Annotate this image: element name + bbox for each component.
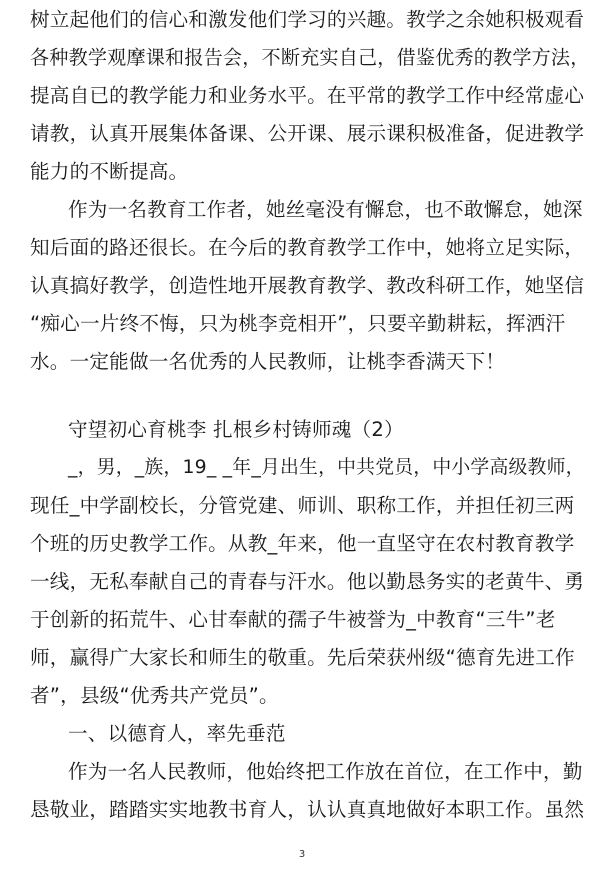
paragraph-line: “痴心一片终不悔，只为桃李竞相开”，只要辛勤耕耘，挥洒汗 [30, 312, 566, 335]
paragraph-line: 作为一名教育工作者，她丝毫没有懈怠，也不敢懈怠，她深 [68, 198, 583, 221]
paragraph-line: 作为一名人民教师，他始终把工作放在首位，在工作中，勤 [68, 760, 583, 783]
paragraph-line: 认真搞好教学，创造性地开展教育教学、教改科研工作，她坚信 [30, 274, 585, 297]
paragraph-line: 水。一定能做一名优秀的人民教师，让桃李香满天下！ [30, 350, 506, 373]
paragraph-line: 提高自已的教学能力和业务水平。在平常的教学工作中经常虚心 [30, 84, 585, 107]
paragraph-line: 于创新的拓荒牛、心甘奉献的孺子牛被誉为_中教育“三牛”老 [30, 608, 556, 631]
page-number: 3 [298, 849, 306, 860]
paragraph-line: 师，赢得广大家长和师生的敬重。先后荣获州级“德育先进工作 [30, 646, 575, 669]
paragraph-line: 个班的历史教学工作。从教_年来，他一直坚守在农村教育教学 [30, 532, 575, 555]
paragraph-line: 各种教学观摩课和报告会，不断充实自己，借鉴优秀的教学方法， [30, 46, 590, 69]
section-heading: 一、以德育人，率先垂范 [68, 722, 286, 745]
paragraph-line: 能力的不断提高。 [30, 160, 189, 183]
paragraph-line: 一线，无私奉献自己的青春与汗水。他以勤恳务实的老黄牛、勇 [30, 570, 585, 593]
paragraph-line: 现任_中学副校长，分管党建、师训、职称工作，并担任初三两 [30, 494, 575, 517]
paragraph-line: 知后面的路还很长。在今后的教育教学工作中，她将立足实际， [30, 236, 585, 259]
paragraph-line: 树立起他们的信心和激发他们学习的兴趣。教学之余她积极观看 [30, 8, 585, 31]
paragraph-line: _，男，_族，19_ _年_月出生，中共党员，中小学高级教师， [68, 457, 585, 478]
paragraph-line: 恳敬业，踏踏实实地教书育人，认认真真地做好本职工作。虽然 [30, 798, 585, 821]
paragraph-line: 请教，认真开展集体备课、公开课、展示课积极准备，促进教学 [30, 122, 585, 145]
section-title: 守望初心育桃李 扎根乡村铸师魂（2） [68, 418, 404, 441]
paragraph-line: 者”，县级“优秀共产党员”。 [30, 684, 279, 707]
